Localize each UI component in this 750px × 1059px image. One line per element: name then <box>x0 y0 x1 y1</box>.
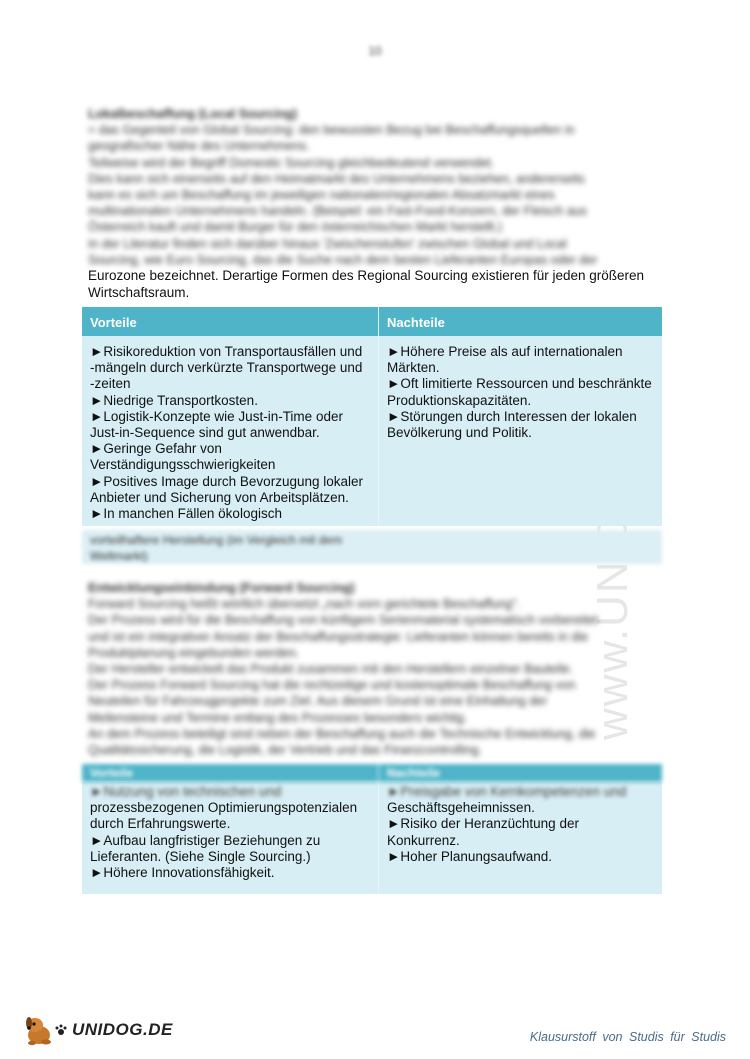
paragraph-line: An dem Prozess beteiligt sind neben der Beschaffung auch die Technische Entwicklung, die <box>88 726 596 741</box>
column-header-cons: Nachteile <box>387 766 441 780</box>
list-item: vorteilhaftere Herstellung (im Vergleich mit dem Weltmarkt) <box>90 533 343 563</box>
list-item: ►Aufbau langfristiger Beziehungen zu Lieferanten. (Siehe Single Sourcing.) <box>90 832 321 864</box>
list-item: ►Höhere Preise als auf internationalen Märkten. <box>387 344 623 376</box>
list-item: Geschäftsgeheimnissen. <box>387 800 535 816</box>
paragraph-line: geografischer Nähe des Unternehmens. <box>88 139 310 154</box>
paragraph-line: In der Literatur finden sich darüber hinaus 'Zwischenstufen' zwischen Global und Local <box>88 236 567 251</box>
paragraph-line: Produktplanung eingebunden werden. <box>88 645 300 660</box>
paragraph-line: Österreich kauft und damit Burger für den österreichischen Markt herstellt.) <box>88 220 503 235</box>
list-item: ►In manchen Fällen ökologisch <box>90 506 282 522</box>
paragraph-line: multinationalen Unternehmens handeln. (Beispiel: ein Fast-Food-Konzern, der Fleisch aus <box>88 204 587 219</box>
page-number: 10 <box>368 44 382 58</box>
list-item: ►Logistik-Konzepte wie Just-in-Time oder Just-in-Sequence sind gut anwendbar. <box>90 408 343 441</box>
table-body <box>82 336 662 526</box>
section-heading: Lokalbeschaffung (Local Sourcing) <box>88 107 298 121</box>
paragraph-line: Eurozone bezeichnet. Derartige Formen des Regional Sourcing existieren für jeden größeren <box>88 268 645 283</box>
paragraph-line: Der Hersteller entwickelt das Produkt zusammen mit den Herstellern einzelner Bauteile. <box>88 662 573 677</box>
paw-icon <box>54 1023 68 1037</box>
list-item: prozessbezogenen Optimierungspotenzialen durch Erfahrungswerte. <box>90 800 358 832</box>
paragraph-line: Meilensteine und Termine entlang des Prozesses besonders wichtig. <box>88 710 468 725</box>
table-blurred-tail <box>82 530 662 564</box>
logo-text: UNIDOG.DE <box>72 1020 173 1039</box>
pros-cons-table-local <box>82 307 662 526</box>
paragraph-line: = das Gegenteil von Global Sourcing: den bewussten Bezug bei Beschaffungsquellen in <box>88 123 575 138</box>
column-header-pros: Vorteile <box>82 764 379 782</box>
list-item: ►Oft limitierte Ressourcen und beschränkte Produktionskapazitäten. <box>387 376 652 408</box>
column-header-pros: Vorteile <box>82 307 379 336</box>
paragraph-line: Teilweise wird der Begriff Domestic Sourcing gleichbedeutend verwendet. <box>88 155 495 170</box>
list-item: ►Risikoreduktion von Transportausfällen und -mängeln durch verkürzte Transportwege und -zeiten <box>90 344 363 392</box>
list-item: ►Nutzung von technischen und <box>90 784 282 799</box>
list-item: ►Höhere Innovationsfähigkeit. <box>90 865 275 881</box>
footer-tagline: Klausurstoff von Studis für Studis <box>529 1030 726 1044</box>
list-item: ►Preisgabe von Kernkompetenzen und <box>387 784 627 799</box>
table-body <box>82 782 662 894</box>
paragraph-line: Dies kann sich einerseits auf den Heimatmarkt des Unternehmens beziehen, andererseits <box>88 171 585 186</box>
list-item: ►Positives Image durch Bevorzugung lokaler Anbieter und Sicherung von Arbeitsplätzen. <box>90 473 363 505</box>
cons-cell <box>379 782 662 894</box>
unidog-logo[interactable] <box>22 1012 173 1048</box>
paragraph-line: und ist ein integrativer Ansatz der Beschaffungsstrategie: Lieferanten können bereits in die <box>88 629 589 644</box>
column-header-cons: Nachteile <box>387 315 445 330</box>
paragraph-line: Der Prozess Forward Sourcing hat die rechtzeitige und kostenoptimale Beschaffung von <box>88 678 576 693</box>
pros-cell <box>82 336 379 526</box>
paragraph-line: Neuteilen für Fahrzeugprojekte zum Ziel. Aus diesem Grund ist eine Einhaltung der <box>88 694 548 709</box>
list-item: ►Niedrige Transportkosten. <box>90 392 258 408</box>
paragraph-line: Der Prozess wird für die Beschaffung von künftigem Serienmaterial systematisch vorbereitet <box>88 613 598 628</box>
dog-mascot-icon <box>22 1013 56 1047</box>
list-item: ►Störungen durch Interessen der lokalen Bevölkerung und Politik. <box>387 408 637 441</box>
cons-cell <box>379 336 662 526</box>
section-heading: Entwicklungseinbindung (Forward Sourcing) <box>88 581 355 595</box>
table-header <box>82 307 662 336</box>
paragraph-line: Forward Sourcing heißt wörtlich übersetzt „nach vorn gerichtete Beschaffung". <box>88 597 521 612</box>
list-item: ►Geringe Gefahr von Verständigungsschwierigkeiten <box>90 441 276 473</box>
section-forward-sourcing <box>88 580 664 758</box>
paragraph-line: Qualitätssicherung, die Logistik, der Vertrieb und das Finanzcontrolling. <box>88 743 482 758</box>
pros-cons-table-forward <box>82 764 662 894</box>
list-item: ►Risiko der Heranzüchtung der Konkurrenz. <box>387 816 579 848</box>
list-item: ►Hoher Planungsaufwand. <box>387 848 552 864</box>
section-local-clear-text <box>88 267 688 301</box>
table-header <box>82 764 662 782</box>
paragraph-line: Wirtschaftsraum. <box>88 285 190 300</box>
pros-cell <box>82 782 379 894</box>
paragraph-line: Sourcing, wie Euro Sourcing, das die Suche nach dem besten Lieferanten Europas oder der <box>88 252 598 267</box>
section-local-sourcing <box>88 106 664 268</box>
paragraph-line: kann es sich um Beschaffung im jeweiligen nationalen/regionalen Absatzmarkt eines <box>88 188 555 203</box>
